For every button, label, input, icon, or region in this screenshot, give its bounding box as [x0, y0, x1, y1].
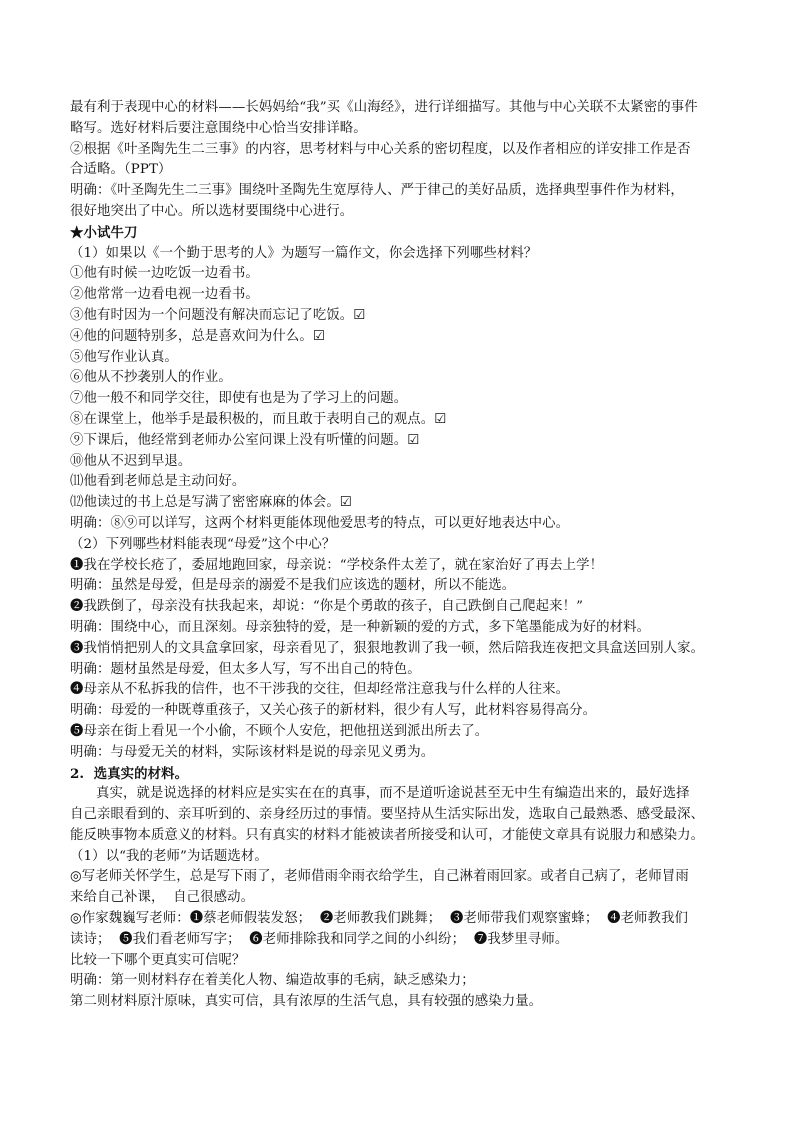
line-text: 最有利于表现中心的材料——长妈妈给“我”买《山海经》，进行详细描写。其他与中心关联不太紧密的事件: [70, 100, 698, 115]
option-line: [70, 410, 726, 431]
line-text: 第二则材料原汁原味，真实可信，具有浓厚的生活气息，具有较强的感染力量。: [70, 994, 543, 1010]
line-text: ⑦他一般不和同学交往，即使有也是为了学习上的问题。: [70, 391, 408, 407]
question-line: [70, 847, 726, 868]
line-text: 明确：母爱的一种既尊重孩子，又关心孩子的新材料，很少有人写，此材料容易得高分。: [70, 703, 597, 719]
line-text: ❹母亲从不私拆我的信件，也不干涉我的交往，但却经常注意我与什么样的人往来。: [70, 682, 570, 698]
option-line: [70, 327, 726, 348]
line-text: （2）下列哪些材料能表现“母爱”这个中心？: [70, 536, 336, 552]
text-line: [70, 119, 726, 140]
line-text: ⑨下课后，他经常到老师办公室问课上没有听懂的问题。☑: [70, 432, 420, 448]
line-text: 很好地突出了中心。所以选材要围绕中心进行。: [70, 203, 354, 219]
answer-line: [70, 660, 726, 681]
answer-line: [70, 618, 726, 639]
line-text: 合适略。（PPT）: [70, 162, 172, 178]
answer-line: [70, 971, 726, 992]
line-text: ◎作家魏巍写老师：❶蔡老师假装发怒； ❷老师教我们跳舞； ❸老师带我们观察蜜蜂； ❹老师教我们: [70, 911, 689, 927]
line-text: 明确：围绕中心，而且深刻。母亲独特的爱，是一种新颖的爱的方式，多下笔墨能成为好的材料。: [70, 619, 651, 635]
material-line: [70, 867, 726, 888]
line-text: 能反映事物本质意义的材料。只有真实的材料才能被读者所接受和认可，才能使文章具有说服力和感染力。: [70, 827, 705, 843]
line-text: 明确：与母爱无关的材料，实际该材料是说的母亲见义勇为。: [70, 744, 435, 760]
line-text: 比较一下哪个更真实可信呢？: [70, 952, 246, 968]
document-page: [70, 98, 726, 1013]
line-text: ②他常常一边看电视一边看书。: [70, 287, 259, 303]
answer-line: [70, 701, 726, 722]
answer-line: [70, 992, 726, 1013]
material-line: [70, 888, 726, 909]
line-text: 略写。选好材料后要注意围绕中心恰当安排详略。: [70, 120, 367, 136]
line-text: 读诗； ❺我们看老师写字； ❻老师排除我和同学之间的小纠纷； ❼我梦里寻师。: [70, 931, 569, 947]
line-text: 明确：⑧⑨可以详写，这两个材料更能体现他爱思考的特点，可以更好地表达中心。: [70, 515, 570, 531]
option-line: [70, 722, 726, 743]
text-line: [70, 181, 726, 202]
option-line: [70, 306, 726, 327]
option-line: [70, 680, 726, 701]
option-line: [70, 452, 726, 473]
option-line: [70, 597, 726, 618]
option-line: [70, 285, 726, 306]
line-text: ★小试牛刀: [70, 224, 138, 241]
line-text: ❷我跌倒了，母亲没有扶我起来，却说：“你是个勇敢的孩子，自己跌倒自己爬起来！”: [70, 599, 584, 615]
line-text: ③他有时因为一个问题没有解决而忘记了吃饭。☑: [70, 307, 366, 323]
line-text: ⑩他从不迟到早退。: [70, 453, 192, 469]
line-text: ②根据《叶圣陶先生二三事》的内容，思考材料与中心关系的密切程度，以及作者相应的详安排工作是否: [70, 141, 691, 157]
line-text: 明确：《叶圣陶先生二三事》围绕叶圣陶先生宽厚待人、严于律己的美好品质，选择典型事件作为材料，: [70, 183, 684, 199]
material-line: [70, 930, 726, 951]
answer-line: [70, 576, 726, 597]
option-line: [70, 348, 726, 369]
line-text: ⑥他从不抄袭别人的作业。: [70, 370, 232, 386]
line-text: ⑤他写作业认真。: [70, 349, 178, 365]
line-text: ❸我悄悄把别人的文具盒拿回家，母亲看见了，狠狠地教训了我一顿，然后陪我连夜把文具盒送回别人家。: [70, 640, 705, 656]
answer-line: [70, 743, 726, 764]
answer-line: [70, 514, 726, 535]
option-line: [70, 493, 726, 514]
line-text: （1）如果以《一个勤于思考的人》为题写一篇作文，你会选择下列哪些材料？: [70, 245, 538, 261]
question-line: [70, 244, 726, 265]
line-text: 自己亲眼看到的、亲耳听到的、亲身经历过的事情。要坚持从生活实际出发，选取自己最熟悉、感受最深、: [70, 807, 705, 823]
option-line: [70, 639, 726, 660]
text-line: [70, 160, 726, 181]
question-line: [70, 951, 726, 972]
section-heading: [70, 223, 726, 244]
line-text: ⑧在课堂上，他举手是最积极的，而且敢于表明自己的观点。☑: [70, 411, 447, 427]
line-text: ④他的问题特别多，总是喜欢问为什么。☑: [70, 328, 325, 344]
option-line: [70, 556, 726, 577]
line-text: 明确：第一则材料存在着美化人物、编造故事的毛病，缺乏感染力；: [70, 973, 475, 989]
option-line: [70, 389, 726, 410]
line-text: 真实，就是说选择的材料应是实实在在的真事，而不是道听途说甚至无中生有编造出来的，最好选择: [96, 786, 690, 802]
line-text: （1）以“我的老师”为话题选材。: [70, 848, 268, 864]
text-line: [70, 140, 726, 161]
paragraph-line: [70, 784, 726, 805]
option-line: [70, 431, 726, 452]
text-line: [70, 202, 726, 223]
option-line: [70, 472, 726, 493]
line-text: ⑾他看到老师总是主动问好。: [70, 474, 246, 490]
line-text: 明确：题材虽然是母爱，但太多人写，写不出自己的特色。: [70, 661, 421, 677]
option-line: [70, 368, 726, 389]
text-line: [70, 98, 726, 119]
line-text: 明确：虽然是母爱，但是母亲的溺爱不是我们应该选的题材，所以不能选。: [70, 578, 516, 594]
line-text: ◎写老师关怀学生，总是写下雨了，老师借雨伞雨衣给学生，自己淋着雨回家。或者自己病了，老师冒雨: [70, 869, 689, 885]
section-heading: [70, 764, 726, 785]
paragraph-line: [70, 805, 726, 826]
paragraph-line: [70, 826, 726, 847]
material-line: [70, 909, 726, 930]
line-text: ⑿他读过的书上总是写满了密密麻麻的体会。☑: [70, 495, 352, 511]
line-text: ❺母亲在街上看见一个小偷，不顾个人安危，把他扭送到派出所去了。: [70, 723, 489, 739]
question-line: [70, 535, 726, 556]
option-line: [70, 264, 726, 285]
line-text: 2. 选真实的材料。: [70, 765, 189, 782]
line-text: 来给自己补课， 自己很感动。: [70, 890, 255, 906]
line-text: ❶我在学校长疮了，委屈地跑回家，母亲说：“学校条件太差了，就在家治好了再去上学！: [70, 557, 604, 573]
line-text: ①他有时候一边吃饭一边看书。: [70, 266, 259, 282]
